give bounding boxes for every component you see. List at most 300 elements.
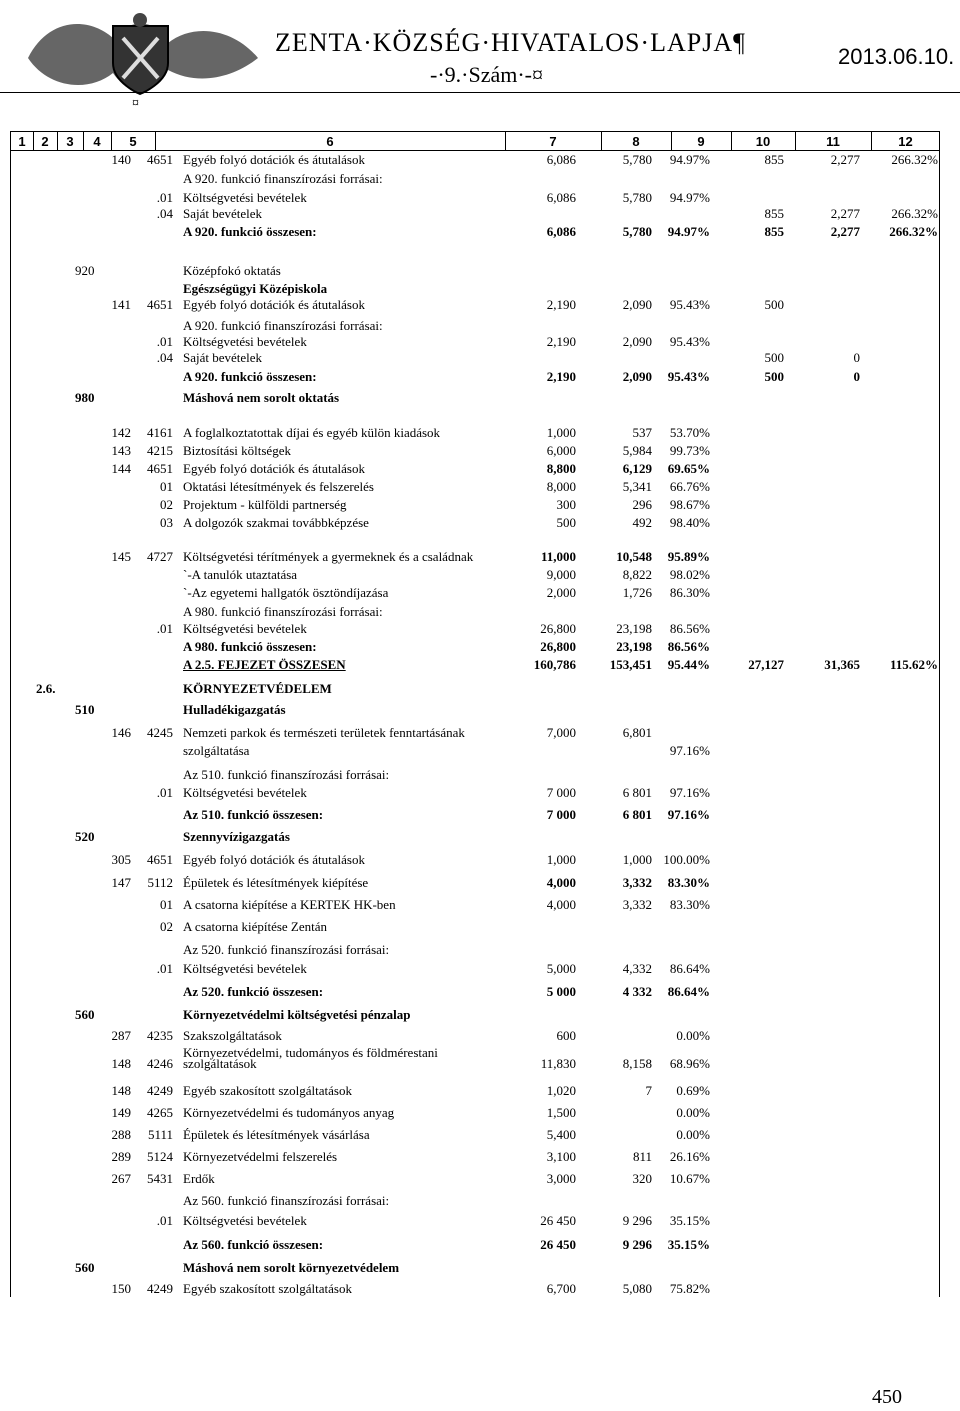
cell-col8: 320 [632,1171,652,1186]
cell-col9: 35.15% [669,1213,710,1228]
cell-col9: 86.56% [669,621,710,636]
cell-col8: 4,332 [622,961,652,976]
cell-col4: 01 [160,897,173,912]
cell-col2: 560 [75,1007,95,1022]
cell-col9: 86.30% [669,585,710,600]
table-row [0,784,960,802]
cell-col7: 26 450 [540,1237,576,1252]
column-header-9: 9 [697,134,705,149]
cell-col4: 4215 [147,443,173,458]
cell-col7: 160,786 [533,657,576,672]
table-row [0,223,960,241]
cell-col8: 9 296 [622,1237,652,1252]
cell-col9: 95.43% [667,369,710,384]
cell-col6: Környezetvédelmi, tudományos és földmérestani [183,1045,438,1060]
cell-col7: 500 [556,515,576,530]
cell-col9: 97.16% [669,743,710,758]
cell-col11: 2,277 [830,224,860,239]
cell-col6: Az 560. funkció finanszírozási forrásai: [183,1193,390,1208]
cell-col6: A csatorna kiépítése a KERTEK HK-ben [183,897,396,912]
page-header [0,0,960,118]
cell-col6: Egészségügyi Középiskola [183,281,328,296]
table-row [0,806,960,824]
cell-col6: Költségvetési bevételek [183,190,307,205]
cell-col4: 4235 [147,1028,173,1043]
cell-col6: Egyéb folyó dotációk és átutalások [183,852,365,867]
table-row [0,496,960,514]
table-row [0,566,960,584]
cell-col3: 142 [111,425,131,440]
cell-col4: 4651 [147,297,173,312]
cell-col7: 2,000 [546,585,576,600]
cell-col6: A 980. funkció finanszírozási forrásai: [183,604,383,619]
header-ornament: ¤ [132,96,139,111]
cell-col7: 7 000 [546,807,576,822]
cell-col8: 5,780 [622,152,652,167]
cell-col3: 150 [111,1281,131,1296]
cell-col12: 115.62% [889,657,938,672]
table-row [0,828,960,846]
column-header-row [10,131,940,151]
cell-col3: 146 [111,725,131,740]
cell-col6: A foglalkoztatottak díjai és egyéb külön kiadások [183,425,441,440]
cell-col7: 1,020 [546,1083,576,1098]
cell-col6: Szennyvízigazgatás [183,829,290,844]
table-row [0,170,960,188]
table-row [0,960,960,978]
column-divider [33,132,34,151]
table-row [0,638,960,656]
table-row [0,851,960,869]
table-row [0,389,960,407]
table-row [0,1082,960,1100]
table-row [0,442,960,460]
cell-col6: Az 520. funkció finanszírozási forrásai: [183,942,390,957]
cell-col12: 266.32% [891,152,938,167]
table-row [0,1148,960,1166]
cell-col9: 100.00% [663,852,710,867]
column-divider [505,132,506,151]
cell-col6: Épületek és létesítmények vásárlása [183,1127,370,1142]
cell-col7: 8,800 [546,461,576,476]
cell-col9: 86.64% [669,961,710,976]
cell-col9: 0.00% [676,1127,710,1142]
cell-col9: 94.97% [669,152,710,167]
table-row [0,983,960,1001]
cell-col6: Az 520. funkció összesen: [183,984,324,999]
cell-col2: 510 [75,702,95,717]
cell-col7: 26 450 [540,1213,576,1228]
column-header-3: 3 [66,134,74,149]
cell-col8: 3,332 [622,875,652,890]
cell-col6: Máshová nem sorolt környezetvédelem [183,1260,400,1275]
cell-col7: 7 000 [546,785,576,800]
cell-col8: 2,090 [622,297,652,312]
cell-col6: Hulladékigazgatás [183,702,286,717]
cell-col4: 02 [160,919,173,934]
cell-col7: 3,000 [546,1171,576,1186]
cell-col9: 98.40% [669,515,710,530]
cell-col7: 11,000 [540,549,576,564]
cell-col9: 53.70% [669,425,710,440]
cell-col4: .01 [156,334,173,349]
table-row [0,584,960,602]
cell-col8: 6 801 [622,807,652,822]
cell-col11: 2,277 [830,206,860,221]
cell-col9: 69.65% [667,461,710,476]
cell-col2: 520 [75,829,95,844]
cell-col4: 5431 [147,1171,173,1186]
cell-col7: 11,830 [540,1056,576,1071]
cell-col4: .01 [156,961,173,976]
column-header-10: 10 [755,134,771,149]
cell-col4: 4245 [147,725,173,740]
cell-col8: 8,822 [622,567,652,582]
cell-col8: 5,080 [622,1281,652,1296]
column-header-1: 1 [18,134,26,149]
column-divider [731,132,732,151]
cell-col9: 26.16% [669,1149,710,1164]
cell-col7: 5,000 [546,961,576,976]
cell-col7: 1,000 [546,852,576,867]
cell-col7: 600 [556,1028,576,1043]
cell-col7: 2,190 [546,334,576,349]
cell-col10: 855 [764,152,784,167]
table-row [0,205,960,223]
column-header-8: 8 [632,134,640,149]
cell-col9: 0.69% [676,1083,710,1098]
cell-col6: Környezetvédelmi költségvetési pénzalap [183,1007,411,1022]
table-row [0,1280,960,1298]
column-divider [155,132,156,151]
table-row [0,296,960,314]
table-row [0,1170,960,1188]
cell-col8: 10,548 [616,549,652,564]
cell-col6: Költségvetési bevételek [183,961,307,976]
cell-col6: Költségvetési bevételek [183,1213,307,1228]
table-row [0,603,960,621]
table-row [0,478,960,496]
cell-col9: 95.44% [667,657,710,672]
cell-col10: 27,127 [748,657,784,672]
cell-col6: A 980. funkció összesen: [183,639,317,654]
cell-col9: 10.67% [669,1171,710,1186]
cell-col4: .01 [156,621,173,636]
column-header-2: 2 [41,134,49,149]
table-row [0,620,960,638]
cell-col8: 9 296 [622,1213,652,1228]
table-row [0,742,960,760]
table-row [0,941,960,959]
cell-col9: 83.30% [669,897,710,912]
cell-col4: 4249 [147,1281,173,1296]
cell-col8: 492 [632,515,652,530]
coat-of-arms-logo [18,8,268,100]
cell-col6: A 920. funkció összesen: [183,369,317,384]
column-header-7: 7 [549,134,557,149]
cell-col4: 5124 [147,1149,173,1164]
cell-col8: 537 [632,425,652,440]
cell-col3: 149 [111,1105,131,1120]
cell-col6: KÖRNYEZETVÉDELEM [183,681,332,696]
cell-col7: 6,086 [546,152,576,167]
cell-col6: Egyéb szakosított szolgáltatások [183,1281,352,1296]
cell-col3: 140 [111,152,131,167]
cell-col8: 23,198 [616,621,652,636]
table-row [0,766,960,784]
cell-col6: Egyéb folyó dotációk és átutalások [183,297,365,312]
table-row [0,368,960,386]
table-row [0,514,960,532]
cell-col6: Az 510. funkció finanszírozási forrásai: [183,767,390,782]
cell-col7: 5,400 [546,1127,576,1142]
cell-col9: 97.16% [667,807,710,822]
cell-col7: 6,086 [546,190,576,205]
cell-col9: 68.96% [669,1056,710,1071]
cell-col4: 4651 [147,461,173,476]
cell-col9: 94.97% [667,224,710,239]
cell-col8: 4 332 [622,984,652,999]
cell-col7: 8,000 [546,479,576,494]
cell-col9: 83.30% [667,875,710,890]
cell-col6: Biztosítási költségek [183,443,291,458]
table-row [0,349,960,367]
cell-col6: Költségvetési bevételek [183,785,307,800]
column-divider [111,132,112,151]
cell-col11: 0 [853,350,860,365]
table-row [0,874,960,892]
cell-col6: Költségvetési bevételek [183,334,307,349]
table-row [0,656,960,674]
cell-col11: 2,277 [830,152,860,167]
cell-col4: .01 [156,1213,173,1228]
cell-col6: Az 510. funkció összesen: [183,807,324,822]
table-row [0,1027,960,1045]
cell-col3: 148 [111,1083,131,1098]
cell-col7: 1,500 [546,1105,576,1120]
cell-col2: 560 [75,1260,95,1275]
column-header-4: 4 [93,134,101,149]
cell-col8: 8,158 [622,1056,652,1071]
cell-col9: 35.15% [667,1237,710,1252]
cell-col3: 305 [111,852,131,867]
cell-col3: 147 [111,875,131,890]
cell-col4: 4651 [147,152,173,167]
publication-title: ZENTA·KÖZSÉG·HIVATALOS·LAPJA¶ [275,28,746,57]
cell-col6: Projektum - külföldi partnerség [183,497,347,512]
table-row [0,262,960,280]
column-divider [601,132,602,151]
cell-col8: 1,726 [622,585,652,600]
cell-col6: A dolgozók szakmai továbbképzése [183,515,369,530]
cell-col6: Épületek és létesítmények kiépítése [183,875,369,890]
cell-col9: 0.00% [676,1028,710,1043]
cell-col8: 5,341 [622,479,652,494]
cell-col4: 02 [160,497,173,512]
cell-col9: 95.43% [669,334,710,349]
header-divider [0,92,960,93]
table-row [0,424,960,442]
table-row [0,151,960,169]
cell-col4: 4246 [147,1056,173,1071]
cell-col12: 266.32% [889,224,938,239]
column-divider [871,132,872,151]
cell-col9: 97.16% [669,785,710,800]
cell-col6: Az 560. funkció összesen: [183,1237,324,1252]
cell-col6: Saját bevételek [183,350,263,365]
cell-col7: 6,700 [546,1281,576,1296]
cell-col8: 296 [632,497,652,512]
cell-col8: 6 801 [622,785,652,800]
cell-col6: szolgáltatások [183,1056,257,1071]
table-row [0,548,960,566]
cell-col3: 267 [111,1171,131,1186]
cell-col8: 2,090 [622,369,652,384]
cell-col10: 500 [764,297,784,312]
cell-col2: 920 [75,263,95,278]
cell-col7: 3,100 [546,1149,576,1164]
cell-col8: 2,090 [622,334,652,349]
column-divider [57,132,58,151]
cell-col3: 287 [111,1028,131,1043]
cell-col9: 66.76% [669,479,710,494]
issue-number: -·9.·Szám·-¤ [430,62,544,87]
cell-col8: 5,780 [622,190,652,205]
cell-col7: 2,190 [546,297,576,312]
cell-col9: 98.02% [669,567,710,582]
cell-col4: 5112 [147,875,173,890]
cell-col7: 2,190 [546,369,576,384]
cell-col9: 99.73% [669,443,710,458]
cell-col7: 26,800 [540,621,576,636]
cell-col6: Környezetvédelmi felszerelés [183,1149,338,1164]
table-row [0,1192,960,1210]
cell-col9: 95.43% [669,297,710,312]
cell-col6: A 2.5. FEJEZET ÖSSZESEN [183,657,346,672]
table-row [0,1006,960,1024]
cell-col4: .04 [156,206,173,221]
cell-col9: 98.67% [669,497,710,512]
cell-col4: 4161 [147,425,173,440]
cell-col6: Környezetvédelmi és tudományos anyag [183,1105,395,1120]
cell-col10: 500 [764,350,784,365]
column-divider [671,132,672,151]
issue-date: 2013.06.10. [838,44,955,69]
cell-col8: 1,000 [622,852,652,867]
page-number: 450 [872,1386,902,1408]
cell-col11: 0 [853,369,860,384]
cell-col3: 143 [111,443,131,458]
cell-col8: 6,129 [622,461,652,476]
cell-col7: 300 [556,497,576,512]
cell-col4: 4727 [147,549,173,564]
cell-col3: 144 [111,461,131,476]
column-header-12: 12 [898,134,913,149]
cell-col9: 94.97% [669,190,710,205]
cell-col4: .01 [156,785,173,800]
cell-col3: 288 [111,1127,131,1142]
cell-col7: 4,000 [546,897,576,912]
cell-col9: 86.56% [667,639,710,654]
cell-col6: Egyéb folyó dotációk és átutalások [183,152,365,167]
table-row [0,460,960,478]
cell-col8: 7 [645,1083,652,1098]
cell-col9: 75.82% [669,1281,710,1296]
cell-col1: 2.6. [36,681,56,696]
column-divider [83,132,84,151]
cell-col6: Nemzeti parkok és természeti területek fenntartásának [183,725,465,740]
cell-col4: 5111 [147,1127,173,1142]
cell-col6: Saját bevételek [183,206,263,221]
column-header-11: 11 [826,134,840,149]
cell-col11: 31,365 [824,657,860,672]
cell-col4: 4265 [147,1105,173,1120]
table-row [0,918,960,936]
cell-col6: Erdők [183,1171,215,1186]
cell-col7: 4,000 [546,875,576,890]
cell-col8: 3,332 [622,897,652,912]
cell-col9: 0.00% [676,1105,710,1120]
cell-col4: 03 [160,515,173,530]
cell-col4: 4651 [147,852,173,867]
cell-col6: `-A tanulók utaztatása [183,567,298,582]
cell-col10: 855 [764,206,784,221]
cell-col3: 148 [111,1056,131,1071]
table-row [0,1259,960,1277]
cell-col3: 145 [111,549,131,564]
table-row [0,1212,960,1230]
cell-col8: 811 [632,1149,652,1164]
cell-col6: Költségvetési térítmények a gyermeknek és a családnak [183,549,474,564]
cell-col12: 266.32% [891,206,938,221]
cell-col7: 7,000 [546,725,576,740]
column-header-6: 6 [326,134,334,149]
cell-col6: Egyéb folyó dotációk és átutalások [183,461,365,476]
cell-col8: 5,984 [622,443,652,458]
table-row [0,701,960,719]
cell-col2: 980 [75,390,95,405]
cell-col6: A 920. funkció finanszírozási forrásai: [183,171,383,186]
table-row [0,1236,960,1254]
cell-col6: `-Az egyetemi hallgatók ösztöndíjazása [183,585,389,600]
table-row [0,896,960,914]
column-header-5: 5 [129,134,137,149]
cell-col7: 1,000 [546,425,576,440]
cell-col9: 95.89% [667,549,710,564]
cell-col8: 5,780 [622,224,652,239]
cell-col8: 153,451 [609,657,652,672]
table-row [0,724,960,742]
cell-col6: szolgáltatása [183,743,250,758]
table-row [0,1055,960,1073]
cell-col7: 6,000 [546,443,576,458]
cell-col6: Szakszolgáltatások [183,1028,282,1043]
table-row [0,1104,960,1122]
table-row [0,1126,960,1144]
cell-col6: A csatorna kiépítése Zentán [183,919,328,934]
cell-col8: 6,801 [622,725,652,740]
cell-col6: Máshová nem sorolt oktatás [183,390,340,405]
cell-col4: 01 [160,479,173,494]
cell-col8: 23,198 [616,639,652,654]
cell-col4: 4249 [147,1083,173,1098]
cell-col6: Egyéb szakosított szolgáltatások [183,1083,352,1098]
cell-col6: Költségvetési bevételek [183,621,307,636]
cell-col6: Oktatási létesítmények és felszerelés [183,479,374,494]
cell-col3: 141 [111,297,131,312]
cell-col9: 86.64% [667,984,710,999]
cell-col4: .01 [156,190,173,205]
